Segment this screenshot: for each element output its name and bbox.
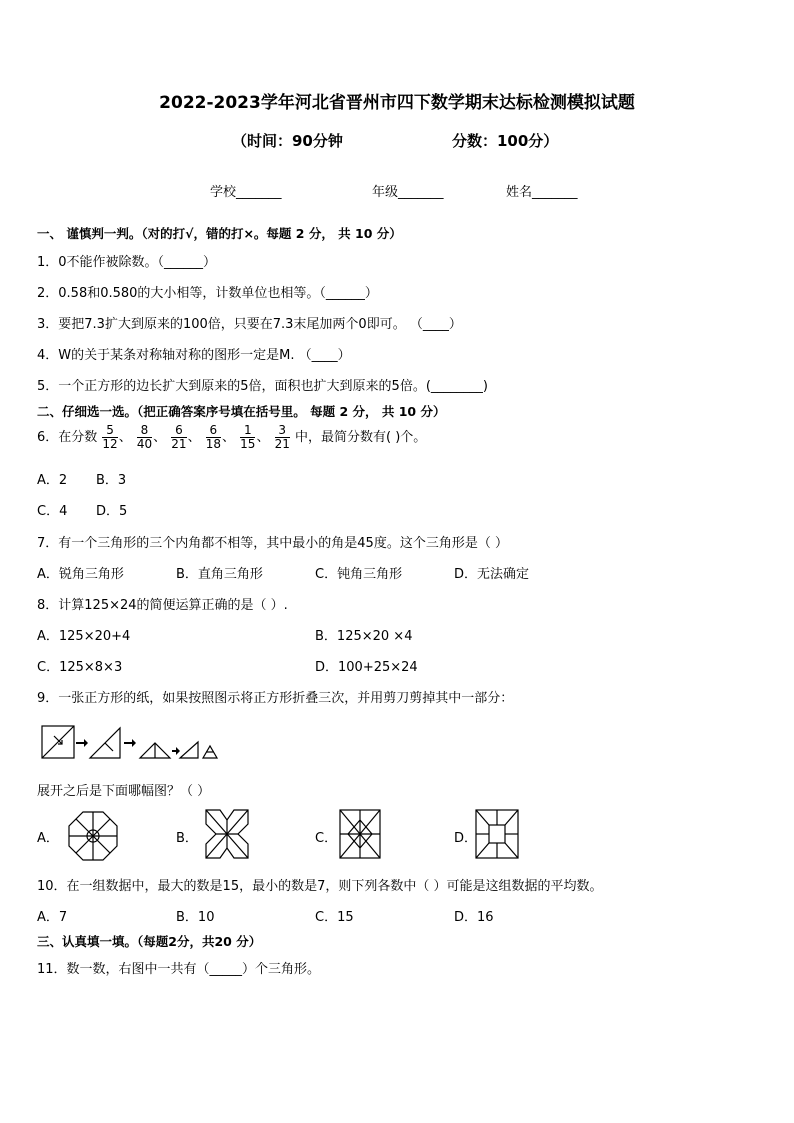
- question-3: 3．要把7.3扩大到原来的100倍，只要在7.3末尾加两个0即可。 （____）: [37, 317, 462, 332]
- q6-option-d[interactable]: D．5: [96, 504, 128, 519]
- q9-option-a[interactable]: A．: [37, 831, 59, 846]
- q9-option-d[interactable]: D．: [454, 831, 478, 846]
- grade-field[interactable]: 年级_______: [372, 185, 444, 200]
- question-2: 2．0.58和0.580的大小相等，计数单位也相等。（______）: [37, 286, 378, 301]
- q6-option-a[interactable]: A．2: [37, 473, 68, 488]
- q6-prefix: 6．在分数: [37, 430, 98, 445]
- q7-option-b[interactable]: B．直角三角形: [176, 567, 263, 582]
- question-9-prompt: 展开之后是下面哪幅图？（ ）: [37, 784, 211, 799]
- q10-option-b[interactable]: B．10: [176, 910, 215, 925]
- question-7: 7．有一个三角形的三个内角都不相等，其中最小的角是45度。这个三角形是（ ）: [37, 536, 508, 551]
- square-inner-square-figure: [474, 808, 520, 860]
- question-9: 9．一张正方形的纸，如果按照图示将正方形折叠三次，并用剪刀剪掉其中一部分：: [37, 691, 514, 706]
- fraction: $\frac{5}{12}$: [102, 423, 118, 451]
- folding-steps-figure: [40, 722, 220, 762]
- q10-option-a[interactable]: A．7: [37, 910, 68, 925]
- q8-option-b[interactable]: B．125×20 ×4: [315, 629, 413, 644]
- exam-score: 分数：100分）: [452, 132, 559, 150]
- q8-option-a[interactable]: A．125×20+4: [37, 629, 131, 644]
- section2-heading: 二、仔细选一选。（把正确答案序号填在括号里。 每题 2 分， 共 10 分）: [37, 404, 446, 419]
- name-field[interactable]: 姓名_______: [506, 185, 578, 200]
- q7-option-a[interactable]: A．锐角三角形: [37, 567, 124, 582]
- q6-option-b[interactable]: B．3: [96, 473, 127, 488]
- q9-option-b[interactable]: B．: [176, 831, 198, 846]
- q8-option-c[interactable]: C．125×8×3: [37, 660, 123, 675]
- fraction: $\frac{6}{18}$: [205, 423, 222, 451]
- q9-option-c[interactable]: C．: [315, 831, 338, 846]
- fraction: $\frac{6}{21}$: [171, 423, 187, 451]
- question-10: 10．在一组数据中，最大的数是15，最小的数是7，则下列各数中（ ）可能是这组数据的平均数。: [37, 879, 603, 894]
- question-6: 6．在分数 $\frac{5}{12}$ 、 $\frac{8}{40}$ 、 $\frac{6}{21}$ 、 $\frac{6}{18}$ 、 $\frac{1}{15}$ 、 $\frac{3}{21}$ 中，最简分数有( )个。: [37, 423, 427, 451]
- q10-option-c[interactable]: C．15: [315, 910, 354, 925]
- question-4: 4．W的关于某条对称轴对称的图形一定是M. （____）: [37, 348, 351, 363]
- q6-suffix: 中，最简分数有( )个。: [295, 430, 427, 445]
- section3-heading: 三、认真填一填。（每题2分，共20 分）: [37, 934, 262, 949]
- school-field[interactable]: 学校_______: [210, 185, 282, 200]
- q8-option-d[interactable]: D．100+25×24: [315, 660, 418, 675]
- question-1: 1．0不能作被除数。（______）: [37, 255, 217, 270]
- fraction: $\frac{3}{21}$: [274, 423, 290, 451]
- page-title: 2022-2023学年河北省晋州市四下数学期末达标检测模拟试题: [159, 93, 635, 113]
- q6-option-c[interactable]: C．4: [37, 504, 68, 519]
- q10-option-d[interactable]: D．16: [454, 910, 494, 925]
- q7-option-d[interactable]: D．无法确定: [454, 567, 530, 582]
- square-diamond-figure: [338, 808, 382, 860]
- question-5: 5．一个正方形的边长扩大到原来的5倍，面积也扩大到原来的5倍。(________): [37, 379, 488, 394]
- exam-time: （时间：90分钟: [232, 132, 343, 150]
- cross-shape-figure: [204, 808, 250, 860]
- question-11: 11．数一数，右图中一共有（_____）个三角形。: [37, 962, 321, 977]
- fraction: $\frac{8}{40}$: [136, 423, 153, 451]
- octagon-figure: [67, 810, 119, 862]
- q7-option-c[interactable]: C．钝角三角形: [315, 567, 403, 582]
- fraction: $\frac{1}{15}$: [240, 423, 256, 451]
- question-8: 8．计算125×24的简便运算正确的是（ ）.: [37, 598, 288, 613]
- section1-heading: 一、 谨慎判一判。（对的打√，错的打×。每题 2 分， 共 10 分）: [37, 226, 402, 241]
